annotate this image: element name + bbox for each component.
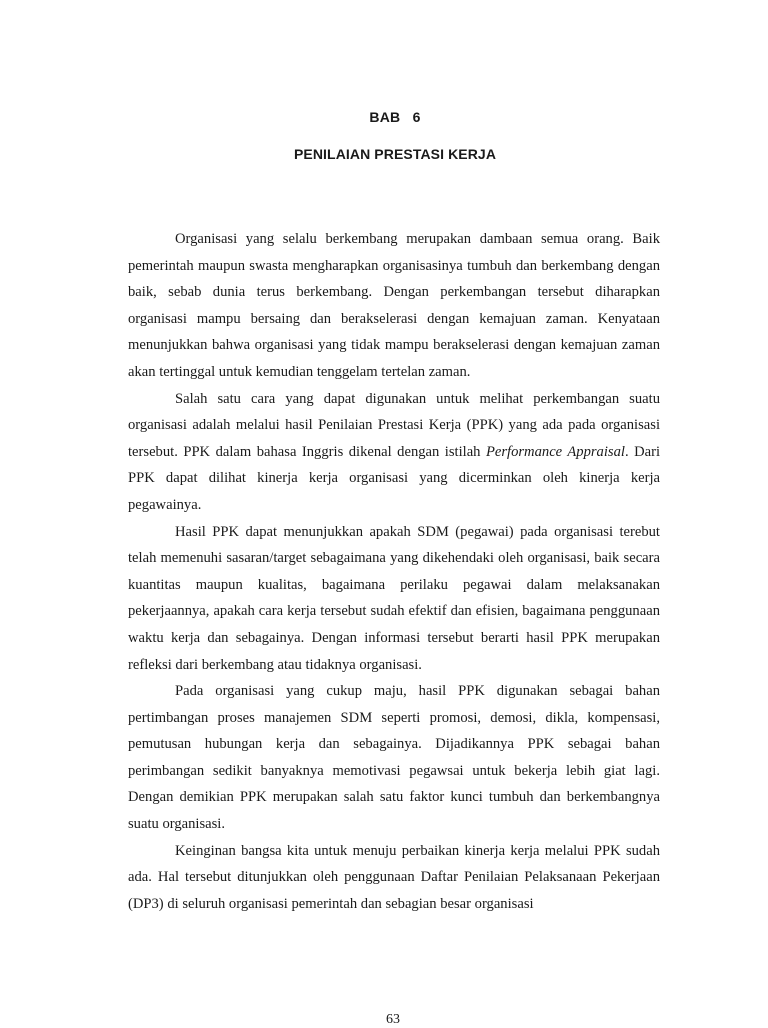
paragraph — [128, 226, 660, 386]
paragraph-text: . Dari PPK dapat dilihat kinerja kerja organisasi yang dicerminkan oleh kinerja kerja pegawainya. — [128, 443, 660, 513]
page-number: 63 — [386, 1012, 400, 1027]
paragraph-text: Salah satu cara yang dapat digunakan untuk melihat perkembangan suatu organisasi adalah melalui hasil Penilaian Prestasi Kerja (PPK) yang ada pada organisasi tersebut. PPK dalam bahasa Inggris dikenal dengan istilah — [128, 390, 660, 460]
chapter-title: PENILAIAN PRESTASI KERJA — [293, 146, 497, 162]
paragraph-text: Organisasi yang selalu berkembang merupakan dambaan semua orang. Baik pemerintah maupun swasta mengharapkan organisasinya tumbuh dan berkembang dengan baik, sebab dunia terus berkembang. Dengan perkembangan tersebut diharapkan organisasi mampu bersaing dan berakselerasi dengan kemajuan zaman. Kenyataan menunjukkan bahwa organisasi yang tidak mampu berakselerasi dengan kemajuan zaman akan tertinggal untuk kemudian tenggelam tertelan zaman. — [128, 231, 660, 380]
paragraph — [128, 386, 660, 519]
body-text — [128, 226, 660, 917]
paragraph-text: Pada organisasi yang cukup maju, hasil PPK digunakan sebagai bahan pertimbangan proses manajemen SDM seperti promosi, demosi, dikla, kompensasi, pemutusan hubungan kerja dan sebagainya. Dijadikannya PPK sebagai bahan perimbangan sedikit banyaknya memotivasi pegawsai untuk bekerja lebih giat lagi. Dengan demikian PPK merupakan salah satu faktor kunci tumbuh dan berkembangnya suatu organisasi. — [128, 683, 660, 833]
paragraph — [128, 838, 660, 918]
paragraph — [128, 678, 660, 838]
paragraph-text: Hasil PPK dapat menunjukkan apakah SDM (pegawai) pada organisasi terebut telah memenuhi sasaran/target sebagaimana yang dikehendaki oleh organisasi, baik secara kuantitas maupun kualitas, bagaimana perilaku pegawai dalam melaksanakan pekerjaannya, apakah cara kerja tersebut sudah efektif dan efisien, bagaimana penggunaan waktu kerja dan sebagainya. Dengan informasi tersebut berarti hasil PPK merupakan refleksi dari berkembang atau tidaknya organisasi. — [128, 523, 660, 673]
italic-term: Performance Appraisal — [485, 443, 625, 460]
paragraph-text: Keinginan bangsa kita untuk menuju perbaikan kinerja kerja melalui PPK sudah ada. Hal tersebut ditunjukkan oleh penggunaan Daftar Penilaian Pelaksanaan Pekerjaan (DP3) di seluruh organisasi pemerintah dan sebagian besar organisasi — [128, 842, 660, 912]
paragraph — [128, 519, 660, 679]
chapter-number: BAB 6 — [369, 109, 421, 125]
